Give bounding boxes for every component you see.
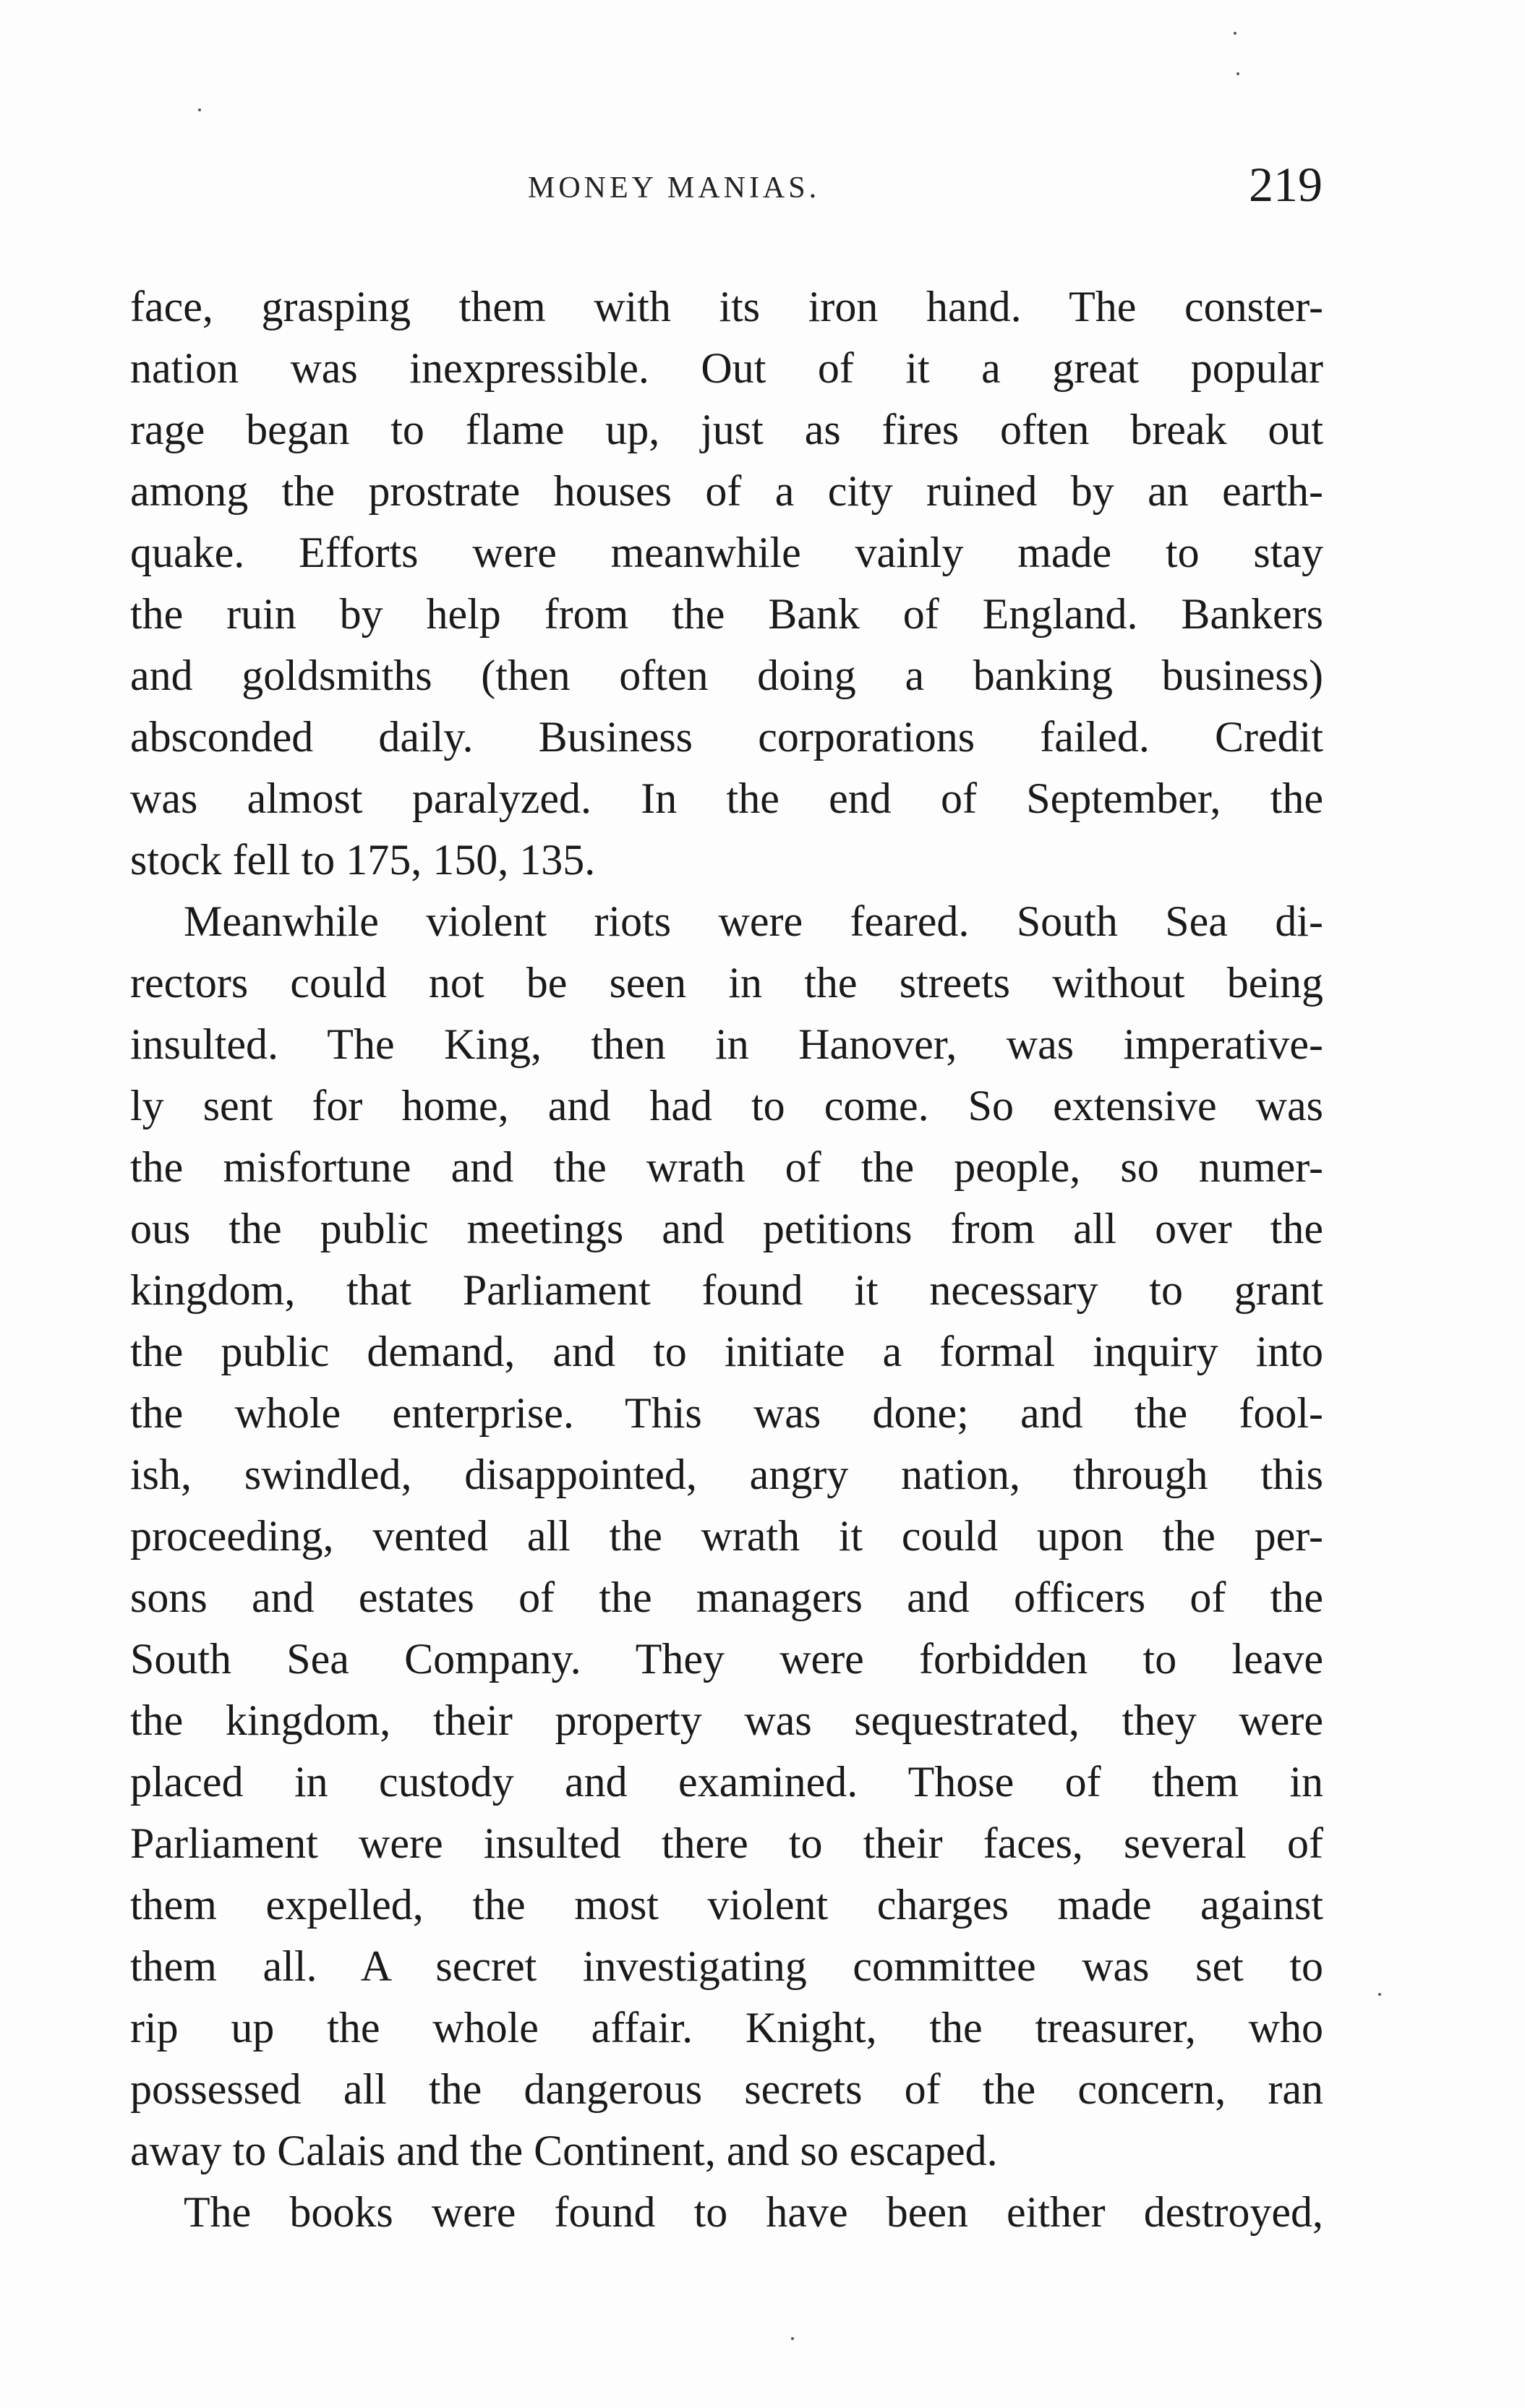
text-line: Meanwhile violent riots were feared. South Sea di-: [184, 897, 1323, 945]
running-head: MONEY MANIAS.: [528, 171, 821, 205]
text-line: among the prostrate houses of a city ruined by an earth-: [130, 467, 1323, 515]
text-line: away to Calais and the Continent, and so escaped.: [130, 2127, 998, 2174]
text-line: the kingdom, their property was sequestrated, they were: [130, 1696, 1323, 1744]
text-line: rip up the whole affair. Knight, the treasurer, who: [130, 2004, 1323, 2052]
text-line: The books were found to have been either destroyed,: [184, 2188, 1323, 2236]
text-line: absconded daily. Business corporations failed. Credit: [130, 713, 1323, 761]
text-line: ous the public meetings and petitions from all over the: [130, 1205, 1323, 1252]
text-line: them expelled, the most violent charges made against: [130, 1881, 1323, 1929]
text-line: possessed all the dangerous secrets of the concern, ran: [130, 2065, 1323, 2113]
text-line: the whole enterprise. This was done; and the fool-: [130, 1389, 1323, 1437]
text-line: stock fell to 175, 150, 135.: [130, 836, 596, 884]
text-line: South Sea Company. They were forbidden to leave: [130, 1635, 1323, 1683]
body-text: [130, 276, 1323, 2243]
text-line: ly sent for home, and had to come. So extensive was: [130, 1082, 1323, 1130]
scan-speck: [791, 2337, 794, 2340]
text-line: Parliament were insulted there to their faces, several of: [130, 1819, 1323, 1867]
scan-speck: [1378, 1993, 1381, 1996]
text-line: quake. Efforts were meanwhile vainly made to stay: [130, 529, 1323, 576]
text-line: was almost paralyzed. In the end of September, the: [130, 774, 1323, 822]
text-line: placed in custody and examined. Those of them in: [130, 1758, 1323, 1806]
text-line: the misfortune and the wrath of the people, so numer-: [130, 1143, 1323, 1191]
text-line: sons and estates of the managers and officers of the: [130, 1574, 1323, 1621]
text-line: the ruin by help from the Bank of England. Bankers: [130, 590, 1323, 638]
page-number: 219: [1249, 157, 1323, 212]
text-line: rage began to flame up, just as fires often break out: [130, 406, 1323, 453]
text-line: kingdom, that Parliament found it necessary to grant: [130, 1266, 1323, 1314]
scan-speck: [1234, 32, 1236, 35]
text-line: nation was inexpressible. Out of it a great popular: [130, 344, 1323, 392]
scan-speck: [198, 108, 201, 111]
text-line: ish, swindled, disappointed, angry nation, through this: [130, 1451, 1323, 1498]
text-line: and goldsmiths (then often doing a banking business): [130, 652, 1323, 699]
text-line: rectors could not be seen in the streets without being: [130, 959, 1323, 1007]
text-line: them all. A secret investigating committee was set to: [130, 1942, 1323, 1990]
text-line: proceeding, vented all the wrath it could upon the per-: [130, 1512, 1323, 1560]
text-line: insulted. The King, then in Hanover, was imperative-: [130, 1020, 1323, 1068]
scan-speck: [1236, 72, 1239, 75]
text-line: face, grasping them with its iron hand. The conster-: [130, 283, 1323, 330]
text-line: the public demand, and to initiate a formal inquiry into: [130, 1328, 1323, 1375]
